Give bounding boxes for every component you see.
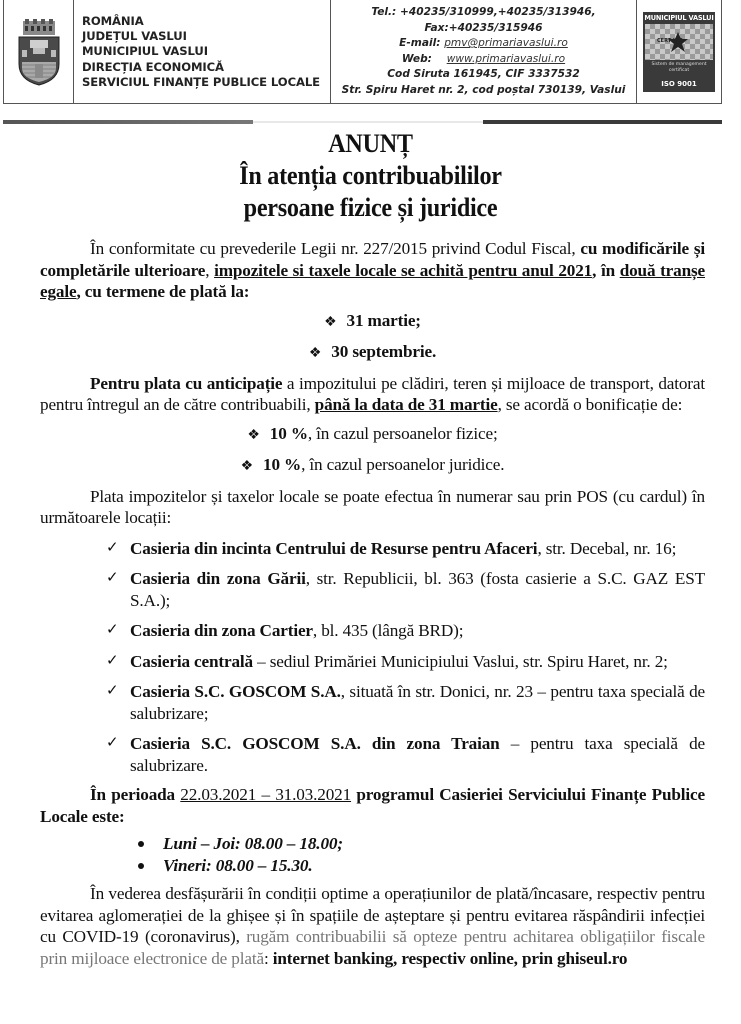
institution-line: SERVICIUL FINANȚE PUBLICE LOCALE: [82, 74, 320, 89]
contact-block: [331, 0, 637, 103]
institution-line: DIRECȚIA ECONOMICĂ: [82, 59, 224, 74]
certification-cell: [637, 0, 721, 103]
announcement-body: [40, 238, 705, 969]
separator-rule-left: [3, 120, 253, 124]
location-item: [106, 681, 706, 724]
four-diamond-bullet-icon: ❖: [308, 346, 322, 361]
bonus-bold: Pentru plata cu anticipație: [90, 373, 283, 393]
intro-paragraph: [40, 238, 705, 303]
location-name: Casieria S.C. GOSCOM S.A.: [130, 682, 341, 701]
intro-bold: , în: [592, 260, 620, 280]
contact-codes: Cod Siruta 161945, CIF 3337532: [387, 68, 580, 81]
location-item: [106, 651, 705, 673]
location-detail: , bl. 435 (lângă BRD);: [312, 621, 464, 640]
deadline-list: [40, 310, 705, 365]
announcement-title: [26, 128, 715, 224]
bullet-dot-icon: [138, 841, 144, 847]
location-name: Casieria din zona Gării: [130, 569, 306, 588]
location-item: [106, 538, 705, 560]
bonus-list: [40, 423, 705, 478]
intro-bold: cu modificările și completările ulterioare: [40, 239, 705, 280]
closing-text: :: [263, 948, 273, 968]
intro-text: În conformitate cu prevederile Legii nr. 227/2015 privind Codul Fiscal,: [90, 239, 581, 258]
location-item: [106, 568, 705, 611]
institution-line: ROMÂNIA: [82, 14, 144, 28]
schedule-item: [163, 833, 705, 855]
checkmark-icon: ✓: [106, 735, 119, 751]
letterhead: [3, 0, 722, 104]
location-name: Casieria din incinta Centrului de Resurse pentru Afaceri: [130, 538, 538, 558]
closing-muted-text: rugăm contribuabilii să opteze pentru achitarea obligațiilor fiscale prin mijloace electronice de plată: [40, 927, 705, 968]
contact-address: Str. Spiru Haret nr. 2, cod poștal 730139, Vaslui: [341, 83, 626, 96]
four-diamond-bullet-icon: ❖: [240, 459, 254, 474]
bonus-paragraph: [40, 373, 705, 416]
logo-cell: [4, 0, 74, 103]
bullet-dot-icon: [138, 863, 144, 869]
bonus-item-text: , în cazul persoanelor fizice;: [307, 423, 498, 443]
email-link[interactable]: pmv@primariavaslui.ro: [444, 37, 568, 50]
institution-block: [74, 0, 331, 103]
intro-bold: , cu termene de plată la:: [76, 282, 250, 301]
locations-list: [40, 538, 705, 777]
checkmark-icon: ✓: [106, 683, 119, 699]
closing-text: În vederea desfășurării în condiții optime a operațiunilor de plată/încasare, respectiv pentru evitarea aglomerației de la ghișee și în spațiile de așteptare și pentru evitarea răspândirii infecției cu COVID-19 (coronavirus),: [40, 884, 705, 946]
intro-underlined: impozitele si taxele locale se achită pentru anul 2021: [214, 260, 593, 280]
institution-line: MUNICIPIUL VASLUI: [82, 44, 208, 59]
intro-underlined: două tranșe egale: [40, 260, 705, 301]
location-detail: – sediul Primăriei Municipiului Vaslui, str. Spiru Haret, nr. 2;: [252, 651, 668, 671]
contact-web-row: [331, 52, 636, 68]
schedule-hours: Luni – Joi: 08.00 – 18.00;: [163, 834, 343, 853]
schedule-item: [163, 855, 705, 877]
deadline-item: [40, 310, 705, 334]
title-line-2: În atenția contribuabililor: [239, 161, 502, 190]
location-detail: – pentru taxa specială de salubrizare.: [130, 734, 705, 775]
schedule-hours: Vineri: 08.00 – 15.30.: [163, 856, 313, 875]
bonus-item: [40, 423, 705, 447]
location-name: Casieria centrală: [130, 651, 253, 671]
closing-bold: internet banking, respectiv online, prin ghiseul.ro: [272, 948, 628, 968]
location-detail: , situată în str. Donici, nr. 23 – pentru taxa specială de salubrizare;: [130, 682, 706, 723]
email-label: E-mail:: [399, 37, 441, 50]
bonus-percent: 10 %: [263, 455, 302, 474]
web-link[interactable]: www.primariavaslui.ro: [446, 52, 566, 65]
location-name: Casieria din zona Cartier: [130, 621, 313, 640]
checkmark-icon: ✓: [106, 539, 119, 556]
four-diamond-bullet-icon: ❖: [324, 314, 337, 330]
schedule-bold: programul Casieriei Serviciului Finanțe Publice Locale este:: [40, 785, 705, 826]
four-diamond-bullet-icon: ❖: [247, 427, 260, 443]
cert-title: MUNICIPIUL VASLUI: [644, 13, 714, 22]
separator-rule-right: [483, 120, 722, 124]
location-item: [106, 733, 705, 776]
schedule-bold: În perioada: [90, 785, 181, 804]
checkmark-icon: ✓: [106, 570, 119, 586]
location-detail: , str. Republicii, bl. 363 (fosta casierie a S.C. GAZ EST S.A.);: [130, 569, 705, 610]
bonus-item: [40, 454, 705, 478]
bonus-underlined: până la data de 31 martie: [314, 395, 498, 414]
deadline-text: 30 septembrie.: [331, 342, 437, 361]
location-item: [106, 620, 705, 642]
schedule-list: [40, 833, 705, 877]
bonus-percent: 10 %: [269, 423, 308, 443]
city-crest-icon: [16, 18, 62, 86]
contact-email-row: [331, 36, 636, 52]
cert-standard: ISO 9001: [661, 79, 697, 88]
contact-fax: Fax:+40235/315946: [424, 21, 543, 34]
location-detail: , str. Decebal, nr. 16;: [537, 538, 677, 558]
bonus-text: , se acordă o bonificație de:: [497, 395, 683, 414]
location-name: Casieria S.C. GOSCOM S.A. din zona Traian: [130, 734, 500, 753]
cert-subtitle-line: certificat: [668, 67, 690, 73]
cert-subtitle-line: Sistem de management: [651, 61, 707, 67]
iso-certification-badge: [643, 12, 715, 92]
intro-text: ,: [205, 260, 215, 280]
title-line-1: ANUNȚ: [328, 129, 413, 158]
locations-intro: Plata impozitelor și taxelor locale se poate efectua în numerar sau prin POS (cu cardul) în următoarele locații:: [40, 486, 705, 527]
cert-brand: CERT IND: [657, 37, 684, 44]
contact-tel: Tel.: +40235/310999,+40235/313946,: [371, 6, 596, 18]
separator-rule-middle: [253, 121, 483, 123]
checkmark-icon: ✓: [106, 622, 119, 638]
institution-line: JUDEȚUL VASLUI: [82, 29, 187, 44]
schedule-period: 22.03.2021 – 31.03.2021: [180, 785, 352, 804]
deadline-item: [40, 341, 705, 365]
checkmark-icon: ✓: [106, 652, 119, 669]
schedule-paragraph: [40, 784, 705, 827]
bonus-text: a impozitului pe clădiri, teren și mijloace de transport, datorat pentru întregul an de către contribuabili,: [40, 373, 705, 414]
deadline-text: 31 martie;: [346, 310, 421, 330]
web-label: Web:: [401, 52, 432, 65]
title-line-3: persoane fizice și juridice: [243, 193, 498, 222]
cert-subtitle: [643, 62, 715, 74]
closing-paragraph: [40, 883, 705, 969]
bonus-item-text: , în cazul persoanelor juridice.: [301, 455, 505, 474]
